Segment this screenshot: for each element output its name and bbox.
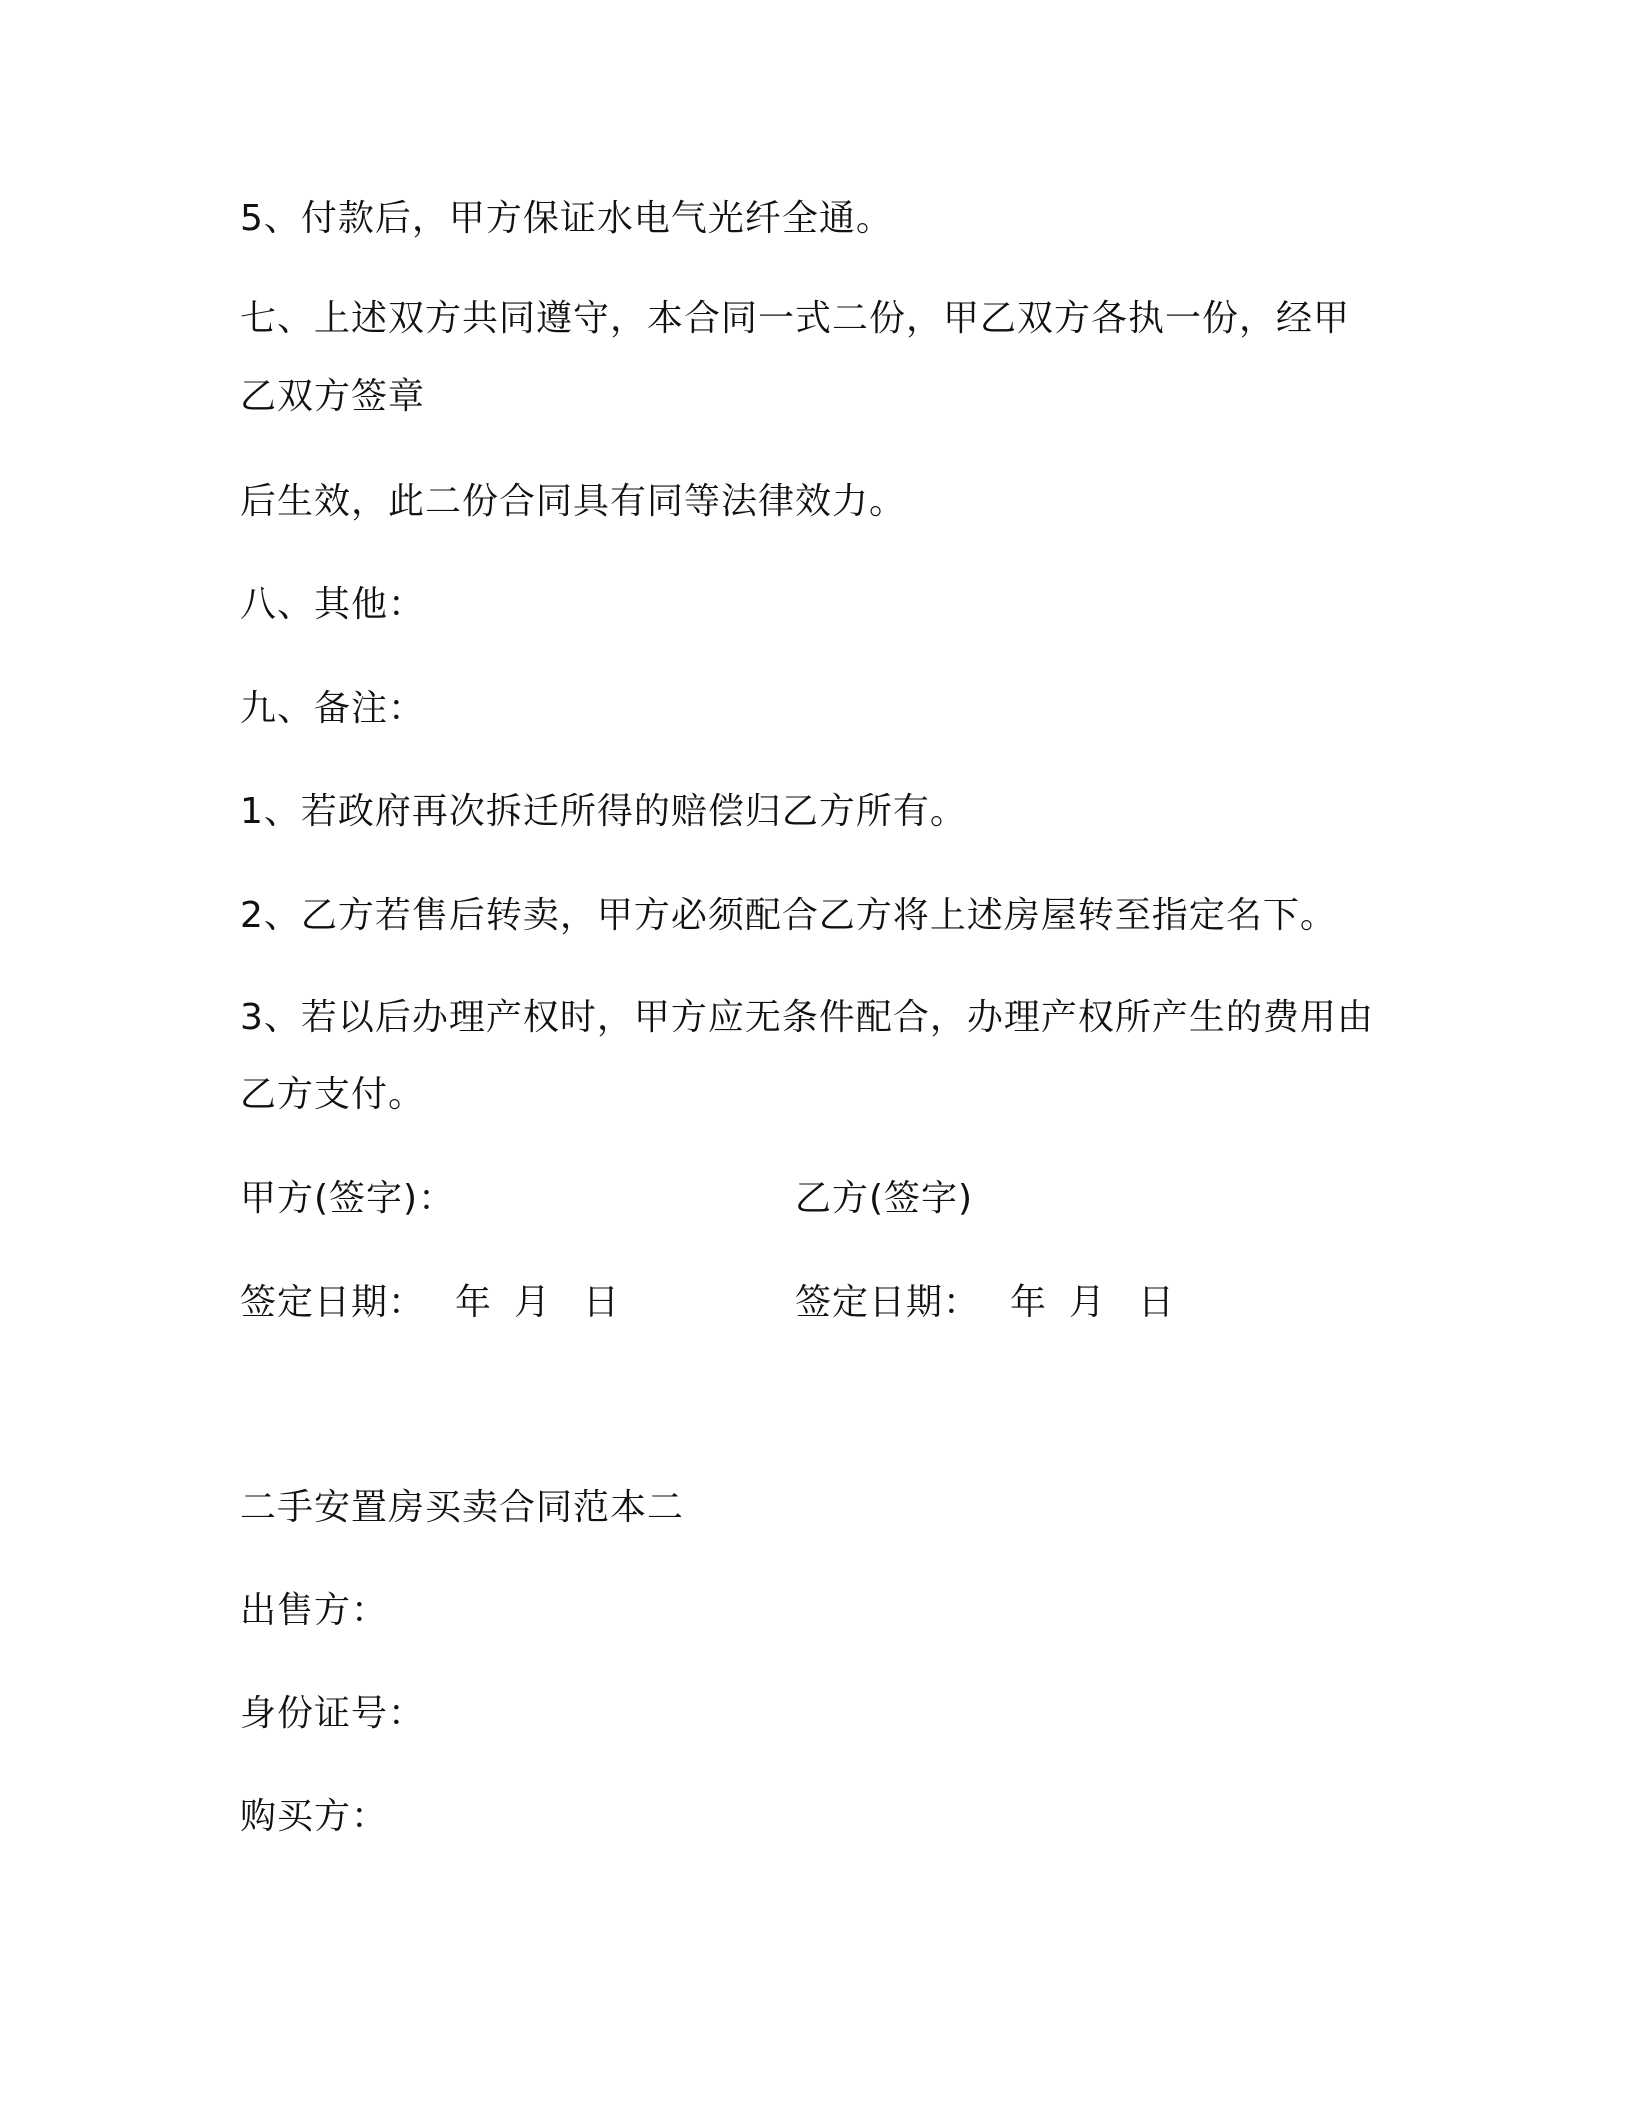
party-a-sign-date: [240, 1281, 620, 1325]
buyer-label: 购买方：: [240, 1796, 389, 1837]
clause-7-line-1: 七、上述双方共同遵守，本合同一式二份，甲乙双方各执一份，经甲: [240, 298, 1351, 339]
clause-7-line-3: 后生效，此二份合同具有同等法律效力。: [240, 481, 907, 522]
sign-date-a-year: 年: [455, 1282, 493, 1323]
clause-7-line-2: 乙双方签章: [240, 376, 426, 417]
sign-date-a-label: 签定日期：: [240, 1282, 426, 1323]
seller-label: 出售方：: [240, 1590, 389, 1631]
party-b-signature-label: 乙方(签字): [795, 1178, 974, 1219]
note-2-line: 2、乙方若售后转卖，甲方必须配合乙方将上述房屋转至指定名下。: [240, 895, 1337, 936]
sign-date-b-day: 日: [1138, 1282, 1176, 1323]
sign-date-b-label: 签定日期：: [795, 1282, 981, 1323]
note-3-line-2: 乙方支付。: [240, 1074, 426, 1115]
sign-date-b-month: 月: [1069, 1282, 1107, 1323]
clause-8-heading: 八、其他：: [240, 584, 426, 625]
note-3-line-1: 3、若以后办理产权时，甲方应无条件配合，办理产权所产生的费用由: [240, 997, 1374, 1038]
template-2-title: 二手安置房买卖合同范本二: [240, 1487, 685, 1528]
clause-9-heading: 九、备注：: [240, 688, 426, 729]
id-number-label: 身份证号：: [240, 1693, 426, 1734]
note-1-line: 1、若政府再次拆迁所得的赔偿归乙方所有。: [240, 791, 967, 832]
sign-date-a-month: 月: [514, 1282, 552, 1323]
sign-date-b-year: 年: [1010, 1282, 1048, 1323]
party-a-signature-label: 甲方(签字)：: [240, 1178, 456, 1219]
sign-date-a-day: 日: [583, 1282, 621, 1323]
clause-5-line: 5、付款后，甲方保证水电气光纤全通。: [240, 198, 893, 239]
party-b-sign-date: [795, 1281, 1175, 1325]
